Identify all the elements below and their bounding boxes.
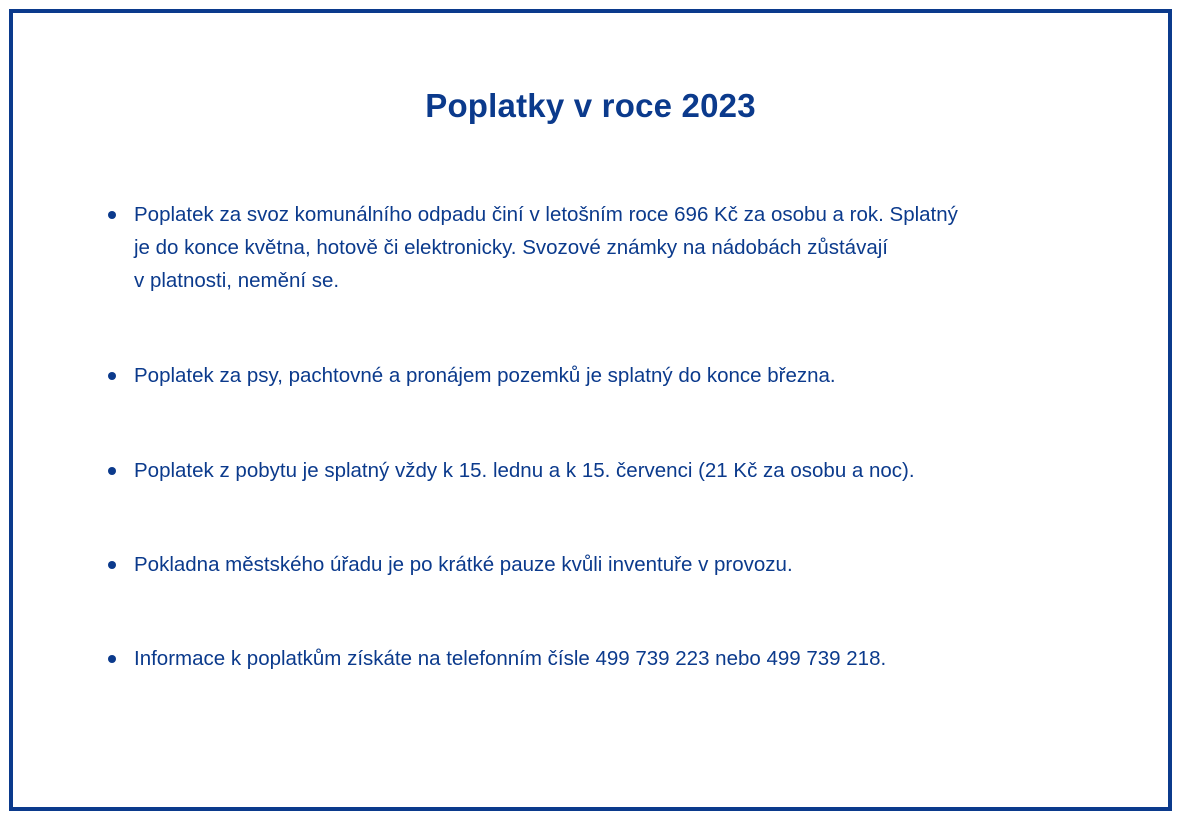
list-item — [108, 359, 1098, 392]
bullet-icon — [108, 467, 116, 475]
list-item-line: Informace k poplatkům získáte na telefonním čísle 499 739 223 nebo 499 739 218. — [134, 647, 887, 670]
bullet-icon — [108, 561, 116, 569]
list-item — [108, 454, 1098, 487]
bullet-icon — [108, 655, 116, 663]
fee-list — [108, 198, 1098, 675]
page-title: Poplatky v roce 2023 — [425, 87, 756, 124]
list-item — [108, 642, 1098, 675]
bullet-icon — [108, 372, 116, 380]
list-item-line: v platnosti, nemění se. — [134, 269, 340, 292]
list-item-line: je do konce května, hotově či elektronicky. Svozové známky na nádobách zůstávají — [134, 236, 888, 259]
list-item-line: Poplatek z pobytu je splatný vždy k 15. lednu a k 15. červenci (21 Kč za osobu a noc). — [134, 459, 915, 482]
bullet-icon — [108, 211, 116, 219]
list-item-line: Pokladna městského úřadu je po krátké pauze kvůli inventuře v provozu. — [134, 553, 793, 576]
list-item — [108, 198, 1098, 297]
notice-frame — [9, 9, 1172, 811]
list-item-line: Poplatek za svoz komunálního odpadu činí v letošním roce 696 Kč za osobu a rok. Splatný — [134, 203, 958, 226]
list-item-line: Poplatek za psy, pachtovné a pronájem pozemků je splatný do konce března. — [134, 364, 836, 387]
list-item — [108, 548, 1098, 581]
